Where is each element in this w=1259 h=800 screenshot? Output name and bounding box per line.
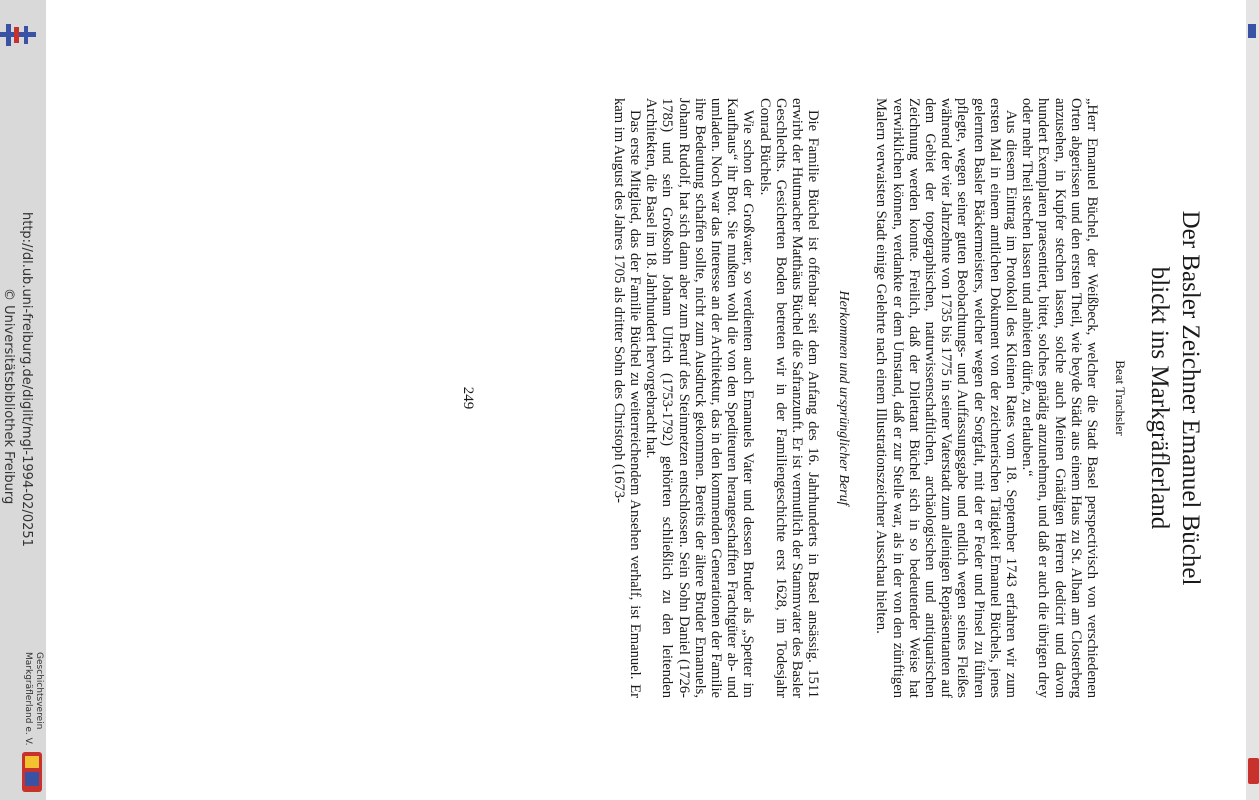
library-logo-icon-right (1248, 24, 1256, 38)
source-url[interactable]: http://dl.ub.uni-freiburg.de/diglit/mgl-1994-02/0251 (19, 212, 34, 547)
library-logo-icon (0, 24, 36, 46)
body-paragraph: Die Familie Büchel ist offenbar seit dem Anfang des 16. Jahrhunderts in Basel ansässig. 1511 erwirbt der Hutmacher Matthäus Büchel die Safranzunft. Er ist vermutlich der Stammvater des Basler Geschlechts. Gesicherten Boden betreten wir in der Familiengeschichte erst 1628, im Todesjahr Conrad Büchels. (756, 98, 822, 698)
left-sidebar (0, 0, 46, 800)
section-heading: Herkommen und ursprünglicher Beruf (836, 290, 852, 506)
title-line-2: blickt ins Markgräflerland (1146, 266, 1173, 530)
author-name: Beat Trachsler (1113, 360, 1128, 436)
page-number: 249 (460, 386, 476, 410)
right-sidebar (1246, 0, 1259, 800)
body-paragraph: Aus diesem Eintrag im Protokoll des Kleinen Rates vom 18. September 1743 erfahren wir zum ersten Mal in einem amtlichen Dokument von der zeichnerischen Tätigkeit Emanuel Büchels, jenes gelernten Basler Bäckermeisters, welcher wegen der Sorgfalt, mit der er Feder und Pinsel zu führen pflegte, wegen seiner guten Beobachtungs- und Auffassungsgabe und endlich wegen seines Fleißes während der vier Jahrzehnte von 1735 bis 1775 in seiner Vaterstadt zum alleinigen Repräsentanten auf dem Gebiet der topographischen, naturwissenschaftlichen, archäologischen und antiquarischen Zeichnung werden konnte. Freilich, daß der Dilettant Büchel sich in so bedeutender Weise hat verwirklichen können, verdankte er dem Umstand, daß er zur Stelle war, als in der von den zünftigen Malern verwaisten Stadt einige Gelehrte nach einem Illustrationszeichner Ausschau hielten. (873, 98, 1019, 698)
society-name-line2: Markgräflerland e. V. (23, 652, 33, 746)
page-title (1144, 98, 1206, 698)
scanned-page (46, 0, 1246, 800)
society-name-line1: Geschichtsverein (34, 652, 44, 730)
title-line-1: Der Basler Zeichner Emanuel Büchel (1177, 210, 1204, 586)
body-paragraph: Wie schon der Großvater, so verdienten auch Emanuels Vater und dessen Bruder als „Spetter im Kaufhaus“ ihr Brot. Sie mußten wohl die von den Spediteuren herangeschafften Frachtgüter ab- und umladen. Noch war das Interesse an der Architektur, das in den kommenden Generationen der Familie ihre Bedeutung schaffen sollte, nicht zum Ausdruck gekommen. Bereits der ältere Bruder Emanuels, Johann Rudolf, hat sich dann aber zum Beruf des Steinmetzen entschlossen. Sein Sohn Daniel (1726-1785) und sein Großsohn Johann Ulrich (1753-1792) gehörten schließlich zu den leitenden Architekten, die Basel im 18. Jahrhundert hervorgebracht hat. (643, 98, 757, 698)
crest-icon-right (1248, 758, 1259, 784)
body-paragraph: Das erste Mitglied, das der Familie Büchel zu weiterreichendem Ansehen verhalf, ist Emanuel. Er kam im August des Jahres 1705 als dritter Sohn des Christoph (1673- (610, 98, 643, 698)
quote-paragraph: „Herr Emanuel Büchel, der Weißbeck, welcher die Stadt Basel perspectivisch von verschiedenen Orten abgerissen und den ersten Theil, wie beyde Städt aus einem Haus zu St. Alban am Closterberg anzusehen, in Kupfer stechen lassen, solche auch Meinen Gnädigen Herren dedicirt und davon hundert Exemplaren praesentiert, bittet, solches gnädig anzunehmen, und daß er auch die übrigen drey oder mehr Theil stechen lassen und anbieten dürfe, zu erlauben.“ (1019, 98, 1100, 698)
copyright-notice: © Universitätsbibliothek Freiburg (1, 288, 16, 505)
page-content (246, 98, 1206, 698)
society-crest-icon (22, 752, 42, 792)
